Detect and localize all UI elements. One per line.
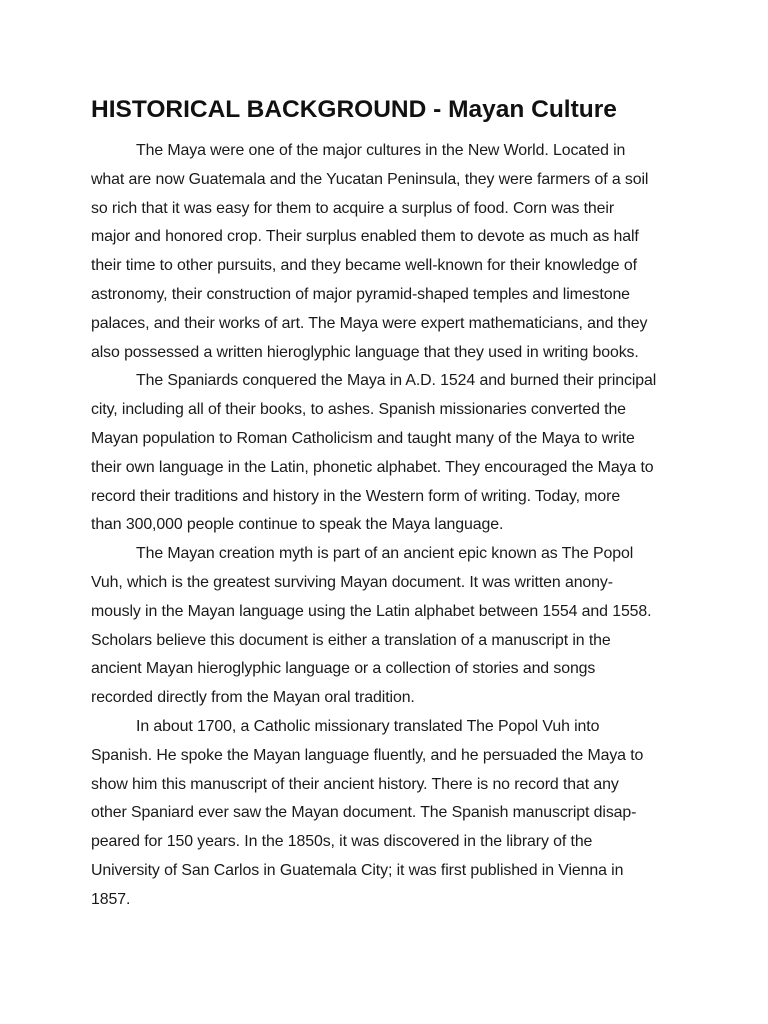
- text-line: palaces, and their works of art. The Maya were expert mathematicians, and they: [91, 314, 648, 332]
- text-line: so rich that it was easy for them to acquire a surplus of food. Corn was their: [91, 199, 615, 217]
- paragraph-popol-vuh: [91, 540, 681, 713]
- text-line: Spanish. He spoke the Mayan language fluently, and he persuaded the Maya to: [91, 746, 644, 764]
- text-line: their time to other pursuits, and they became well-known for their knowledge of: [91, 257, 637, 275]
- text-line: than 300,000 people continue to speak the Maya language.: [91, 516, 504, 534]
- text-line: mously in the Mayan language using the Latin alphabet between 1554 and 1558.: [91, 602, 652, 620]
- text-line: Scholars believe this document is either a translation of a manuscript in the: [91, 631, 611, 649]
- text-line: what are now Guatemala and the Yucatan Peninsula, they were farmers of a soil: [91, 170, 649, 188]
- text-line: Mayan population to Roman Catholicism and taught many of the Maya to write: [91, 429, 635, 447]
- document-title: HISTORICAL BACKGROUND - Mayan Culture: [91, 96, 617, 123]
- paragraph-manuscript-history: [91, 713, 681, 915]
- text-line: major and honored crop. Their surplus enabled them to devote as much as half: [91, 228, 639, 246]
- text-line: ancient Mayan hieroglyphic language or a collection of stories and songs: [91, 660, 596, 678]
- text-line: The Mayan creation myth is part of an ancient epic known as The Popol: [136, 545, 634, 563]
- text-line: city, including all of their books, to ashes. Spanish missionaries converted the: [91, 401, 626, 419]
- text-line: Vuh, which is the greatest surviving Mayan document. It was written anony-: [91, 573, 613, 591]
- text-line: also possessed a written hieroglyphic language that they used in writing books.: [91, 343, 639, 361]
- text-line: other Spaniard ever saw the Mayan document. The Spanish manuscript disap-: [91, 804, 637, 822]
- text-line: In about 1700, a Catholic missionary translated The Popol Vuh into: [136, 717, 600, 735]
- text-line: The Maya were one of the major cultures in the New World. Located in: [136, 142, 626, 159]
- text-line: 1857.: [91, 890, 131, 908]
- text-line: The Spaniards conquered the Maya in A.D. 1524 and burned their principal: [136, 372, 657, 390]
- text-line: peared for 150 years. In the 1850s, it was discovered in the library of the: [91, 833, 593, 851]
- text-line: University of San Carlos in Guatemala City; it was first published in Vienna in: [91, 861, 624, 879]
- paragraph-maya-overview: [91, 137, 681, 367]
- text-line: astronomy, their construction of major pyramid-shaped temples and limestone: [91, 285, 630, 303]
- document-body: [91, 137, 681, 915]
- text-line: their own language in the Latin, phonetic alphabet. They encouraged the Maya to: [91, 458, 654, 476]
- text-line: recorded directly from the Mayan oral tradition.: [91, 689, 415, 707]
- paragraph-spanish-conquest: [91, 367, 681, 540]
- text-line: show him this manuscript of their ancient history. There is no record that any: [91, 775, 619, 793]
- text-line: record their traditions and history in the Western form of writing. Today, more: [91, 487, 621, 505]
